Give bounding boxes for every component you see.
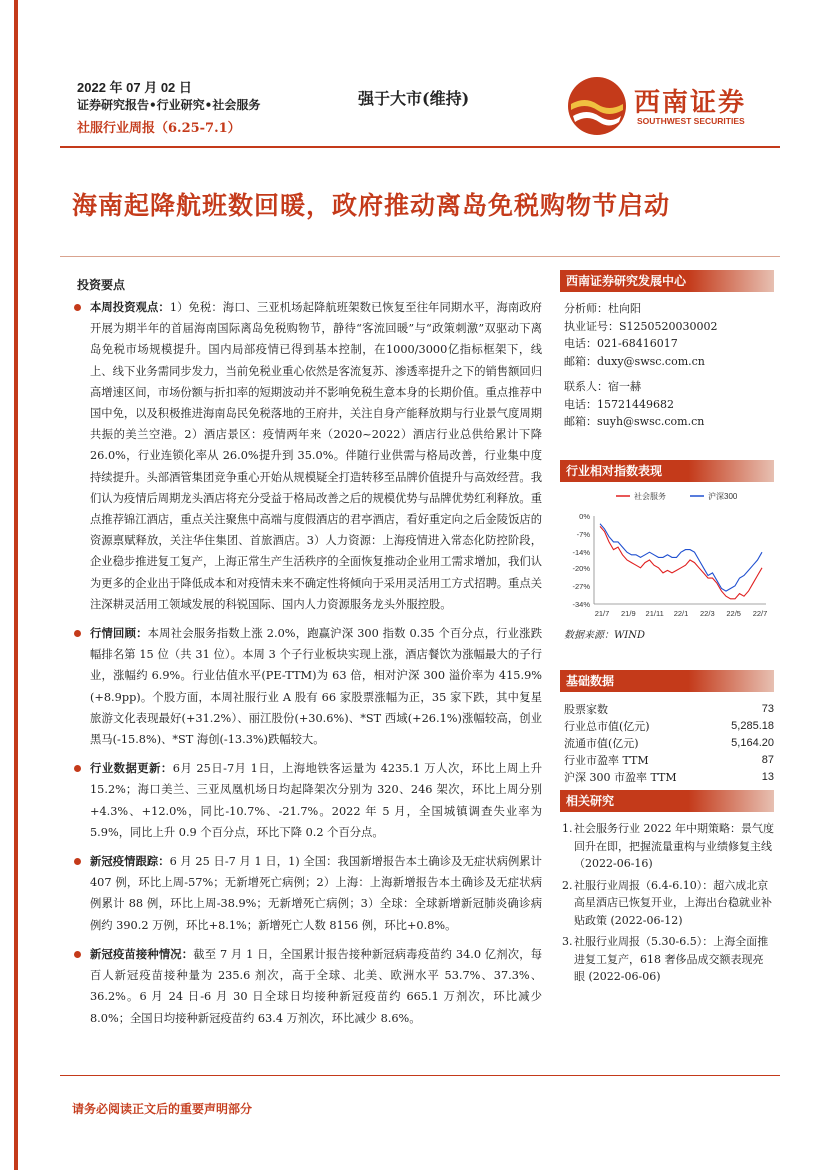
table-row [564,734,774,751]
contact-email[interactable]: 邮箱：suyh@swsc.com.cn [564,415,705,428]
sidebar-heading: 相关研究 [560,790,774,812]
row-value: 73 [761,702,774,715]
item-text: 社服行业周报（6.4-6.10）：超六成北京高星酒店已恢复开业，上海出台稳就业补贴政策 (2022-06-12) [574,878,772,927]
x-tick-label: 22/5 [726,609,741,618]
sidebar-related-research [560,790,774,990]
legend-label: 社会服务 [634,492,666,501]
report-date: 2022 年 07 月 02 日 [77,80,192,95]
row-value: 5,164.20 [731,736,774,749]
paragraph-text: 6月 25日-7月 1日，上海地铁客运量为 4235.1 万人次，环比上周上升 15.2%；海口美兰、三亚凤凰机场日均起降架次分别为 320、246 架次，环比上周分别+4.3%、+12.0%，同比-10.7%、-21.7%。2022 年 5 月，全国城镇调查失业率为 5.9%，同比上升 0.9 个百分点，环比下降 0.2 个百分点。 [90,762,542,839]
sidebar-basic-data [560,670,774,785]
table-row [564,700,774,717]
logo-text-en: SOUTHWEST SECURITIES [637,116,745,126]
table-row [564,751,774,768]
paragraph-market-review [72,623,542,750]
paragraph-label: 行业数据更新： [90,761,173,776]
bullet-icon [74,630,81,637]
y-tick-label: -20% [572,563,590,573]
bullet-icon [74,304,81,311]
paragraph-weekly-view [72,297,542,615]
left-accent-bar [14,0,18,1170]
x-tick-label: 21/7 [594,609,610,618]
analyst-license: 执业证号：S1250520030002 [564,319,718,333]
analyst-phone: 电话：021-68416017 [564,337,678,350]
y-tick-label: 0% [579,512,590,521]
sidebar-research-center [560,270,774,431]
paragraph-covid-tracking [72,851,542,936]
table-row [564,768,774,785]
footer-disclaimer: 请务必阅读正文后的重要声明部分 [72,1102,253,1116]
section-title-investment: 投资要点 [77,278,126,292]
item-text: 社会服务行业 2022 年中期策略：景气度回升在即，把握流量重构与业绩修复主线 （2022-06-16) [574,822,774,870]
headline-rule [60,256,780,257]
paragraph-vaccination [72,944,542,1029]
paragraph-label: 新冠疫苗接种情况： [90,946,194,961]
analyst-name: 分析师：杜向阳 [564,302,641,315]
industry-rating: 强于大市(维持) [358,89,470,108]
company-logo-icon [565,74,629,138]
bullet-icon [74,858,81,865]
footer-rule [60,1075,780,1076]
row-label: 行业市盈率 TTM [564,753,649,767]
table-row [564,717,774,734]
paragraph-text: 截至 7 月 1 日，全国累计报告接种新冠病毒疫苗约 34.0 亿剂次，每百人新冠疫苗接种量为 235.6 剂次，高于全球、北美、欧洲水平 53.7%、37.3%、36.2%。6 月 24 日-6 月 30 日全球日均接种新冠疫苗约 665.1 万剂次，环比减少 8.0%；全国日均接种新冠疫苗约 63.4 万剂次，环比减少 8.6%。 [90,947,542,1025]
list-item[interactable] [560,877,774,930]
analyst-email[interactable]: 邮箱：duxy@swsc.com.cn [564,354,705,368]
row-label: 沪深 300 市盈率 TTM [564,770,677,784]
row-label: 行业总市值(亿元) [564,719,650,733]
paragraph-text: 本周社会服务指数上涨 2.0%，跑赢沪深 300 指数 0.35 个百分点，行业涨跌幅排名第 15 位（共 31 位）。本周 3 个子行业板块实现上涨，酒店餐饮为涨幅最大的子行业，涨幅约 6.9%。行业估值水平(PE-TTM)为 63 倍，相对沪深 300 溢价率为 415.9%(+8.9pp)。个股方面，本周社服行业 A 股有 66 家股票涨幅为正，35 家下跌，其中复星旅游文化表现最好(+31.2%）、丽江股份(+30.6%)、*ST 西域(+26.1%)涨幅较高，创业黑马(-15.8%)、*ST 海创(-13.3%)跌幅较大。 [90,627,542,747]
row-value: 5,285.18 [731,719,774,732]
sidebar-chart-block [560,460,774,641]
list-item[interactable] [560,933,774,986]
item-number: 3. [562,935,573,948]
row-label: 流通市值(亿元) [564,736,639,750]
legend-label: 沪深300 [708,492,738,501]
paragraph-text: 6 月 25 日-7 月 1 日，1) 全国：我国新增报告本土确诊及无症状病例累计 407 例，环比上周-57%；无新增死亡病例；2）上海：上海新增报告本土确诊及无症状病例累计 88 例，环比上周-38.9%；无新增死亡病例；3）全球：全球新增新冠肺炎确诊病例约 390.2 万例，环比+8.1%；新增死亡人数 8156 例，环比+0.8%。 [90,855,542,932]
logo-text-cn: 西南证券 [634,88,747,118]
y-tick-label: -34% [572,600,590,609]
report-headline: 海南起降航班数回暖，政府推动离岛免税购物节启动 [72,191,671,220]
sidebar-heading: 基础数据 [560,670,774,692]
related-research-list [560,820,774,986]
item-text: 社服行业周报（5.30-6.5）：上海全面推进复工复产，618 奢侈品成交额表现亮眼 (2022-06-06) [574,935,769,983]
relative-index-chart [560,482,774,622]
paragraph-industry-data [72,758,542,843]
contact-name: 联系人：宿一赫 [564,380,641,393]
sidebar-heading: 西南证券研究发展中心 [560,270,774,292]
contact-phone: 电话：15721449682 [564,397,674,411]
item-number: 1. [562,822,573,835]
x-tick-label: 21/11 [645,609,664,618]
paragraph-label: 新冠疫情跟踪： [90,854,170,869]
report-type: 证券研究报告•行业研究•社会服务 [77,98,261,112]
contact-block [560,300,774,431]
x-tick-label: 22/3 [700,609,715,618]
paragraph-label: 行情回顾： [90,626,148,641]
header-rule [60,146,780,148]
row-label: 股票家数 [564,702,608,716]
item-number: 2. [562,878,573,892]
investment-highlights [72,297,542,1037]
x-tick-label: 22/7 [752,609,768,618]
x-tick-label: 22/1 [673,609,689,618]
list-item[interactable] [560,820,774,873]
y-tick-label: -7% [576,530,590,540]
row-value: 87 [761,753,774,766]
paragraph-label: 本周投资观点： [90,300,170,314]
bullet-icon [74,765,81,772]
row-value: 13 [761,770,774,783]
basic-data-table [564,700,774,785]
y-tick-label: -14% [572,548,590,558]
paragraph-text: 1）免税：海口、三亚机场起降航班架数已恢复至往年同期水平，海南政府开展为期半年的首届海南国际离岛免税购物节，静待“客流回暖”与“政策刺激”双驱动下离岛免税市场规模提升。国内局部疫情已得到基本控制，在1000/3000亿指标框架下，线上、线下业务需同步发力，当前免税业重心依然是客流复苏、渗透率提升之下的销售额回归高增速区间，市场份额与折扣率的短期波动并不影响免税生意本身的长期价值。重点推荐中国中免，以及积极推进海南岛民免税落地的王府井，关注自身产能释放期与行业景气度周期共振的美兰空港。2）酒店景区：疫情两年来（2020~2022）酒店行业总供给累计下降 26.0%，行业连锁化率从 26.0%提升到 35.0%。伴随行业供需与格局改善，行业集中度持续提升。头部酒管集团竞争重心开始从规模疑全打造转移至品牌价值提升与高效经营。我们认为疫情后周期龙头酒店将充分受益于格局改善之后的规模优势与品牌优势红利释放。重点推荐锦江酒店，重点关注聚焦中高端与度假酒店的君亭酒店，看好重定向之后金陵饭店的资源禀赋释放，关注华住集团、首旅酒店。3）人力资源：上海疫情进入常态化防控阶段，企业稳步推进复工复产，上海正常生产生活秩序的全面恢复推动企业用工需求增加，我们认为更多的企业出于降低成本和对疫情未来不确定性将倾向于采用灵活用工方式招聘。重点关注深耕灵活用工领域发展的科锐国际、国内人力资源服务龙头外服控股。 [90,301,542,611]
chart-source: 数据来源：WIND [564,630,645,641]
sidebar-heading: 行业相对指数表现 [560,460,774,482]
bullet-icon [74,951,81,958]
weekly-title: 社服行业周报（6.25-7.1） [77,121,241,136]
y-tick-label: -27% [572,581,590,591]
x-tick-label: 21/9 [621,609,636,618]
series-line-social-services [600,526,762,598]
